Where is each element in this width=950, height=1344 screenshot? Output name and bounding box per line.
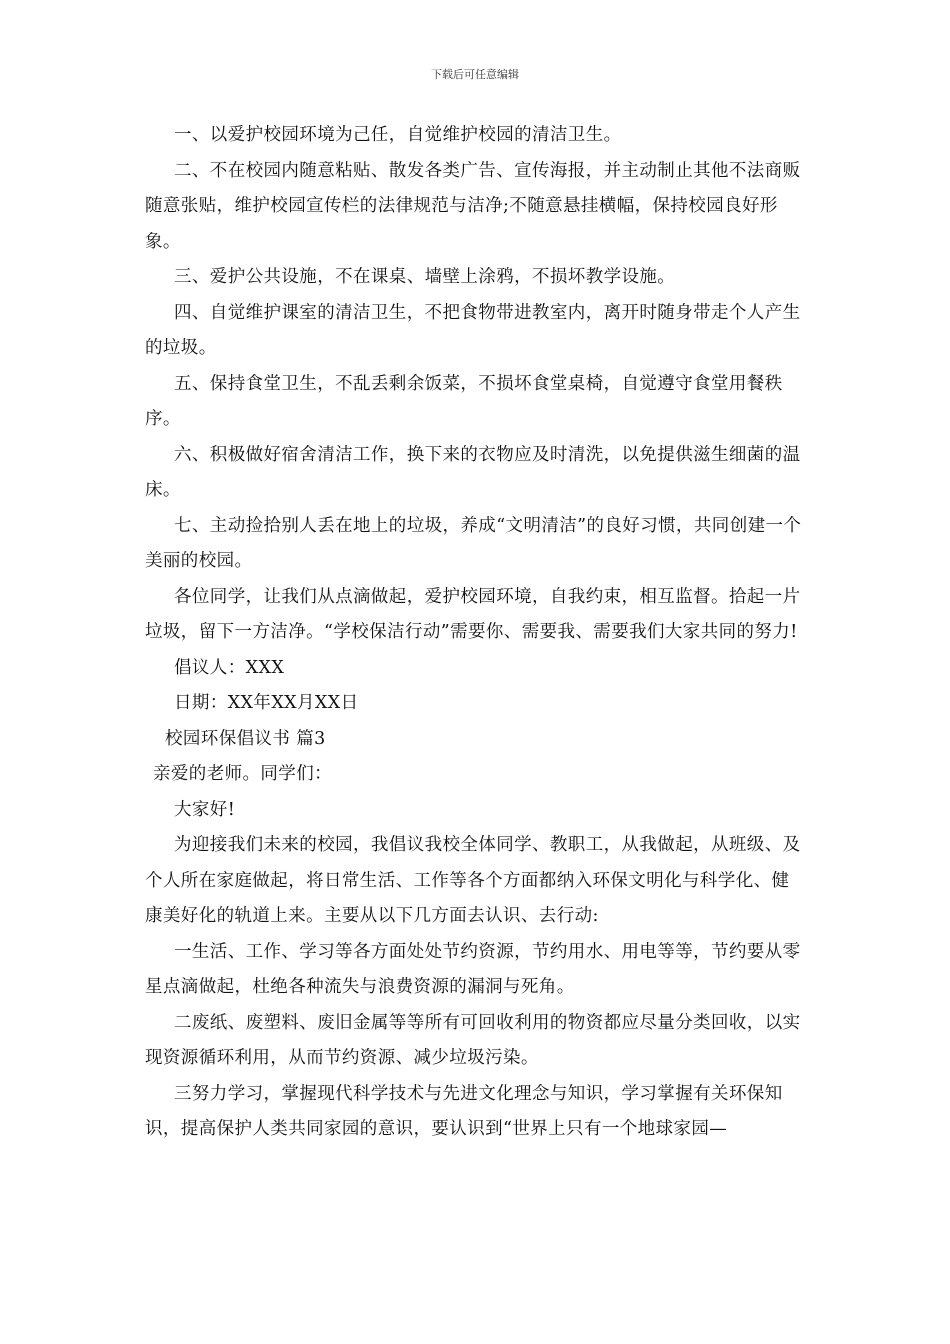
paragraph-item-6: 六、积极做好宿舍清洁工作，换下来的衣物应及时清洗，以免提供滋生细菌的温床。	[145, 444, 801, 500]
paragraph-item-7: 七、主动捡拾别人丢在地上的垃圾，养成“文明清洁”的良好习惯，共同创建一个美丽的校园。	[145, 515, 802, 571]
greeting: 大家好!	[174, 799, 236, 820]
section-title: 校园环保倡议书 篇3	[165, 728, 326, 749]
paragraph-item-5: 五、保持食堂卫生，不乱丢剩余饭菜，不损坏食堂桌椅，自觉遵守食堂用餐秩序。	[145, 373, 783, 429]
page-header-note: 下载后可任意编辑	[431, 68, 519, 81]
paragraph-item-4: 四、自觉维护课室的清洁卫生，不把食物带进教室内，离开时随身带走个人产生的垃圾。	[145, 302, 801, 358]
paragraph-point-3: 三努力学习，掌握现代科学技术与先进文化理念与知识，学习掌握有关环保知识，提高保护人类共同家园的意识，要认识到“世界上只有一个地球家园—	[145, 1083, 783, 1139]
paragraph-point-2: 二废纸、废塑料、废旧金属等等所有可回收利用的物资都应尽量分类回收，以实现资源循环利用，从而节约资源、减少垃圾污染。	[145, 1012, 801, 1068]
paragraph-appeal: 各位同学，让我们从点滴做起，爱护校园环境，自我约束，相互监督。拾起一片垃圾，留下一方洁净。“学校保洁行动”需要你、需要我、需要我们大家共同的努力!	[145, 586, 801, 642]
document-body	[145, 118, 807, 1148]
paragraph-item-2: 二、不在校园内随意粘贴、散发各类广告、宣传海报，并主动制止其他不法商贩随意张贴，维护校园宣传栏的法律规范与洁净;不随意悬挂横幅，保持校园良好形象。	[145, 160, 801, 252]
paragraph-item-1: 一、以爱护校园环境为己任，自觉维护校园的清洁卫生。	[174, 125, 622, 145]
date-line: 日期：XX年XX月XX日	[174, 693, 359, 713]
paragraph-item-3: 三、爱护公共设施，不在课桌、墙壁上涂鸦，不损坏教学设施。	[174, 267, 676, 287]
proposer-line: 倡议人：XXX	[174, 657, 285, 678]
paragraph-intro: 为迎接我们未来的校园，我倡议我校全体同学、教职工，从我做起，从班级、及个人所在家庭做起，将日常生活、工作等各个方面都纳入环保文明化与科学化、健康美好化的轨道上来。主要从以下几方面去认识、去行动:	[145, 835, 801, 926]
salutation: 亲爱的老师。同学们：	[153, 764, 332, 784]
paragraph-point-1: 一生活、工作、学习等各方面处处节约资源，节约用水、用电等等，节约要从零星点滴做起，杜绝各种流失与浪费资源的漏洞与死角。	[145, 941, 801, 997]
